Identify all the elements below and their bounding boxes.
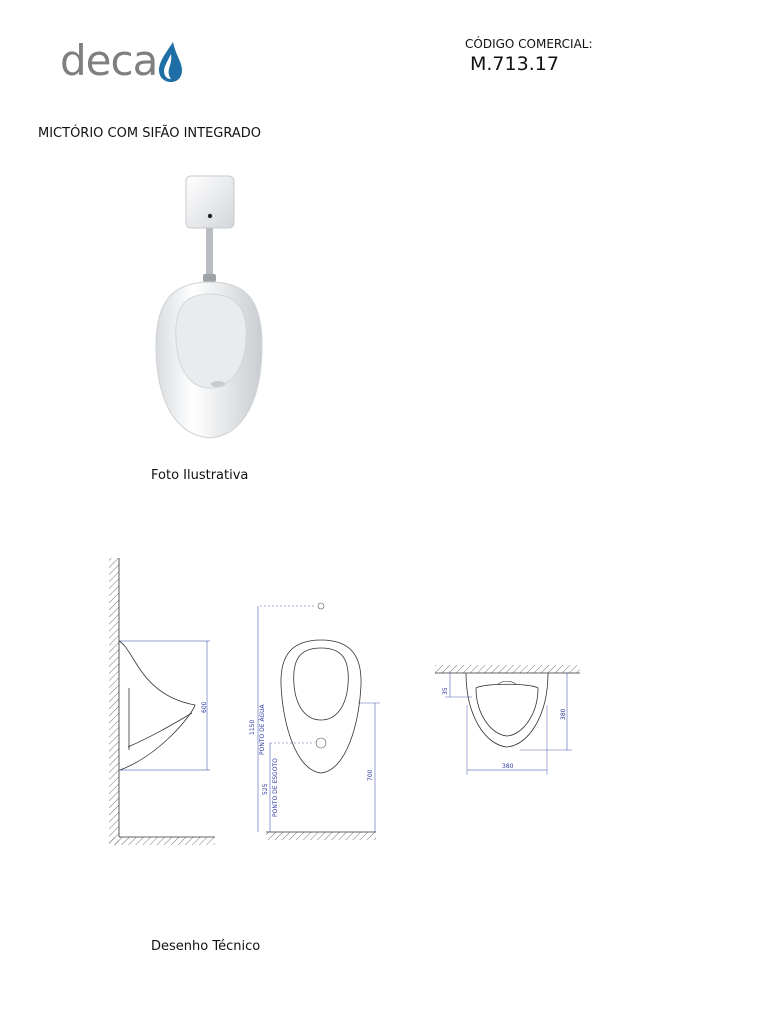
product-title: MICTÓRIO COM SIFÃO INTEGRADO [38, 126, 262, 141]
photo-caption: Foto Ilustrativa [151, 468, 249, 483]
brand-logo-text: deca [60, 36, 158, 85]
front-drain-dimension: 525 [262, 783, 269, 795]
side-height-dimension: 600 [201, 701, 208, 713]
top-offset-dimension: 35 [442, 687, 449, 695]
product-photo [150, 170, 270, 445]
side-view [109, 558, 215, 845]
drawing-caption: Desenho Técnico [151, 939, 261, 954]
front-total-dimension: 1150 [249, 719, 256, 735]
technical-drawing [100, 555, 590, 850]
top-view [435, 665, 580, 775]
front-bottom-dimension: 700 [367, 769, 374, 781]
top-width-dimension: 380 [502, 763, 514, 770]
commercial-code-label: CÓDIGO COMERCIAL: [465, 37, 593, 51]
commercial-code-value: M.713.17 [470, 53, 559, 75]
top-depth-dimension: 380 [560, 708, 567, 720]
water-drop-logo-icon [155, 40, 185, 84]
drain-point-label: PONTO DE ESGOTO [272, 758, 279, 817]
water-point-label: PONTO DE ÁGUA [259, 704, 266, 755]
